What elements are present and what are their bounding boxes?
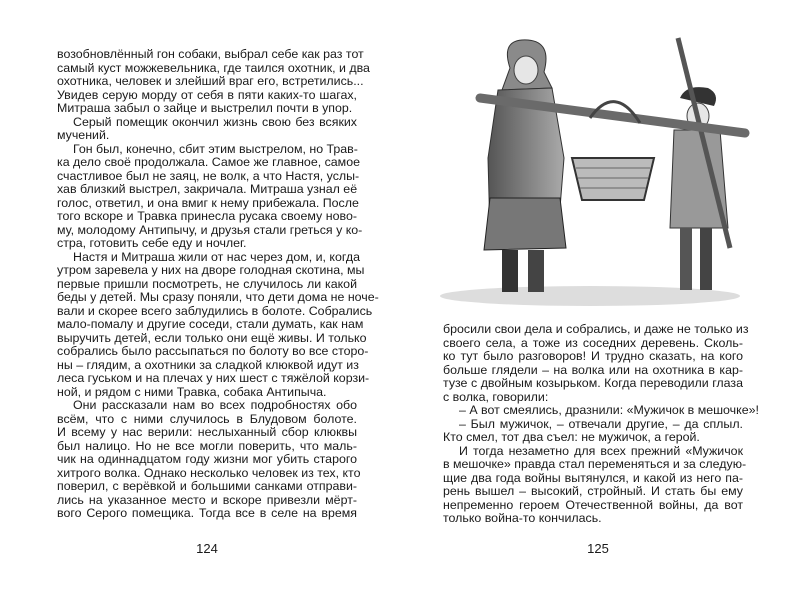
text-line: своего села, а тоже из соседних деревень. Сколь- (443, 335, 743, 350)
text-line: ной, и рядом с ними Травка, собака Антипыча. (57, 384, 327, 399)
paragraph (443, 443, 747, 526)
text-line: Увидев серую морду от себя в пяти каких-то шагах, (57, 87, 357, 102)
text-line: беды у детей. Мы сразу поняли, что дети дома не ноче- (57, 290, 379, 304)
paragraph (57, 398, 361, 521)
text-line: самый куст можжевельника, где таился охотник, и два (57, 60, 370, 75)
text-line: – Был мужичок, – отвечали другие, – да сплыл. (459, 416, 743, 431)
paragraph (57, 116, 357, 143)
text-line: бросили свои дела и собрались, и даже не только из (443, 322, 749, 336)
left-page-text (57, 47, 379, 521)
paragraph (443, 403, 759, 418)
girl-figure (484, 40, 566, 292)
text-line: леса гуськом и на плечах у них шест с тяжёлой корзи- (57, 371, 370, 385)
text-line: возобновлённый гон собаки, выбрал себе как раз тот (57, 47, 364, 61)
text-line: собрались было рассыпаться по болоту во все сторо- (57, 344, 369, 358)
text-line: в мешочке» правда стал переменяться и за следую- (443, 457, 747, 471)
text-line: тузе с двойным козырьком. Когда переводили глаза (443, 376, 743, 390)
text-line: того вскоре и Травка принесла русака своему ново- (57, 209, 357, 223)
text-line: му, молодому Антипычу, и друзья стали греться у ко- (57, 222, 363, 237)
text-line: хав близкий выстрел, закричала. Митраша узнал её (57, 182, 358, 196)
text-line: ны – глядим, а охотники за сладкой клюквой идут из (57, 357, 359, 372)
text-line: – А вот смеялись, дразнили: «Мужичок в мешочке»! (459, 403, 759, 417)
text-line: с волка, говорили: (443, 389, 549, 404)
paragraph (57, 141, 363, 251)
text-line: первые пришли посмотреть, не случилось ли какой (57, 276, 357, 291)
ground-shadow (440, 286, 740, 306)
text-line: вали и скорее всего заблудились в болоте. Собрались (57, 303, 373, 318)
boy-figure (670, 38, 730, 290)
text-line: хитрого волка. Однако несколько человек из тех, кто (57, 465, 361, 480)
text-line: стра, готовить себе еду и ночлег. (57, 236, 247, 250)
text-line: всём, что с ними случилось в Блудовом болоте. (57, 411, 357, 426)
text-line: только война-то кончилась. (443, 511, 602, 525)
text-line: Кто смел, тот два съел: не мужичок, а герой. (443, 430, 700, 444)
text-line: Гон был, конечно, сбит этим выстрелом, но Трав- (73, 141, 358, 156)
page-number-right: 125 (587, 541, 609, 556)
text-line: Митраша забыл о зайце и выстрелил почти в упор. (57, 101, 353, 115)
text-line: был налицо. Но не все могли поверить, что маль- (57, 438, 357, 453)
text-line: выручить детей, если только они ещё живы. И только (57, 330, 367, 345)
text-line: непременно героем Отечественной войны, да вот (443, 497, 743, 512)
text-line: утром заревела у них на дворе голодная скотина, мы (57, 263, 365, 277)
right-page (400, 0, 800, 599)
text-line: щие два года войны вытянулся, и какой из него па- (443, 470, 743, 485)
text-line: лись на указанное место и вскоре привезли мёрт- (57, 492, 357, 507)
text-line: чик на одиннадцатом году жизни мог убить старого (57, 452, 357, 466)
text-line: И тогда незаметно для всех прежний «Мужичок (459, 443, 743, 458)
illustration (440, 28, 752, 308)
text-line: больше глядели – на волка или на охотника в кар- (443, 362, 743, 377)
text-line: вого Серого помещика. Тогда все в селе на время (57, 506, 357, 520)
text-line: мучений. (57, 128, 110, 142)
text-line: Настя и Митраша жили от нас через дом, и, когда (73, 249, 360, 264)
paragraph (443, 322, 749, 404)
paragraph (57, 47, 370, 116)
text-line: ка дело своё продолжала. Самое же главное, самое (57, 155, 360, 169)
right-page-text (443, 322, 759, 526)
page-number-left: 124 (196, 541, 218, 556)
text-line: поверил, с верёвкой и большими санками отправи- (57, 479, 357, 493)
text-line: голос, ответил, и она вмиг к нему прибежала. После (57, 195, 359, 210)
text-line: Серый помещик окончил жизнь свою без всяких (73, 114, 357, 129)
text-line: охотника, человек и злейший враг его, встретились... (57, 74, 364, 88)
paragraph (443, 418, 743, 445)
text-line: ко тут было разговоров! И трудно сказать, на кого (443, 349, 743, 363)
paragraph (57, 249, 379, 400)
text-line: счастливое был не заяц, не волк, а что Настя, услы- (57, 168, 360, 183)
text-line: Они рассказали нам во всех подробностях обо (73, 398, 357, 412)
text-line: рень вышел – высокий, стройный. И стать бы ему (443, 484, 743, 498)
text-line: мало-помалу и другие соседи, стали думать, как нам (57, 317, 364, 331)
text-line: И всему у нас верили: неслыханный сбор клюквы (57, 425, 357, 439)
